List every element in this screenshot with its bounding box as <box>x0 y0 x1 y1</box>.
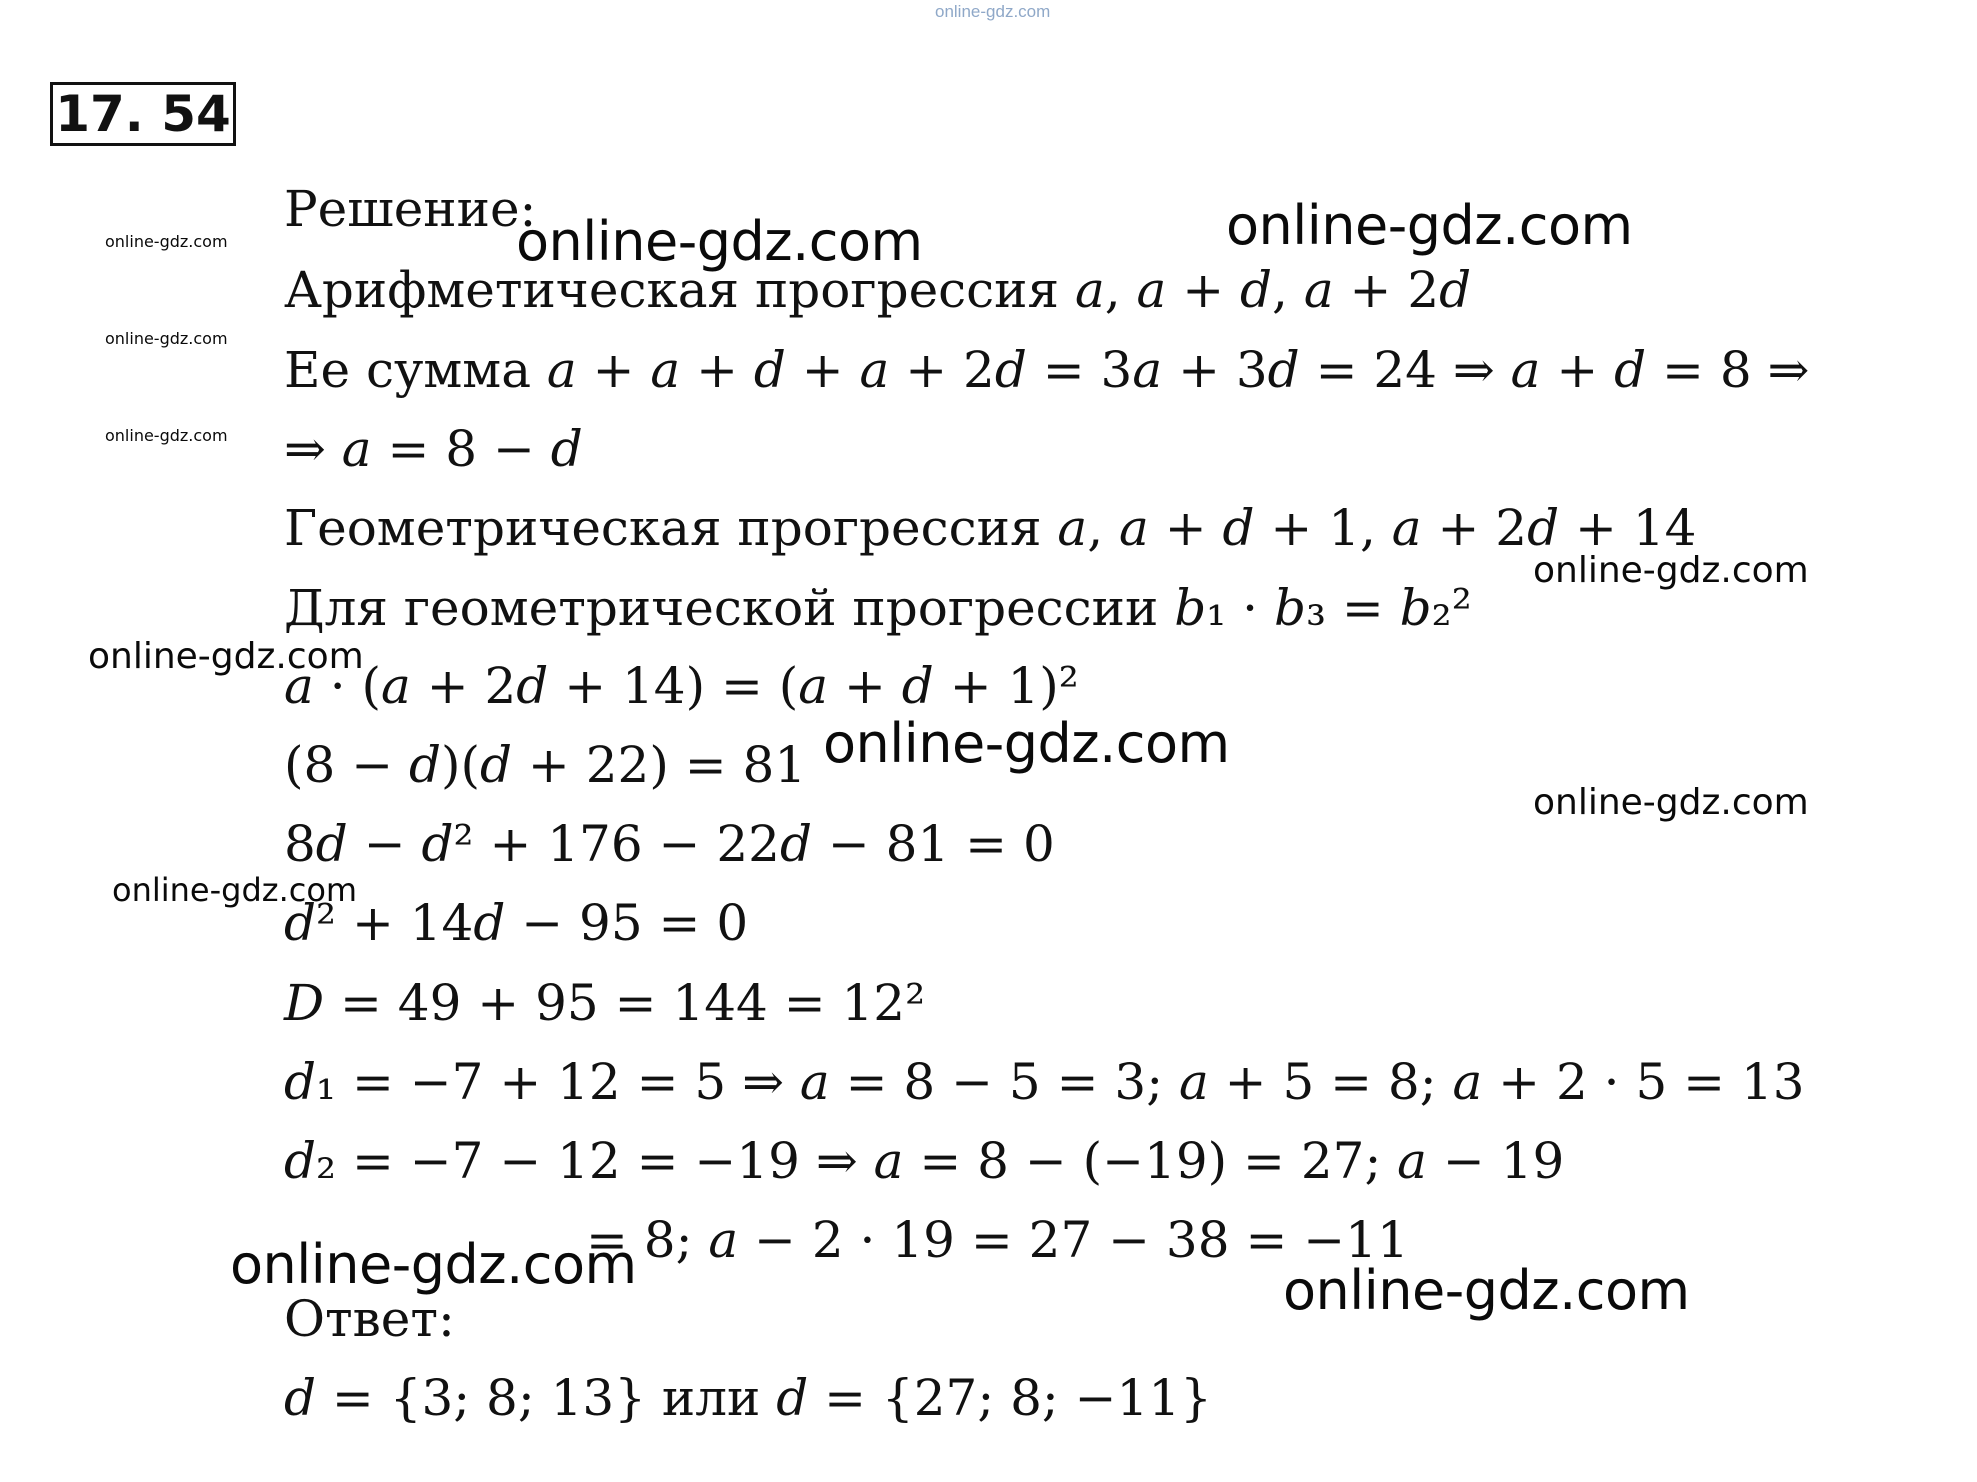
solution-line: 𝐷 = 49 + 95 = 144 = 12² <box>284 974 926 1032</box>
watermark: online-gdz.com <box>230 1233 637 1296</box>
solution-heading: Решение: <box>284 180 537 238</box>
watermark: online-gdz.com <box>105 232 228 251</box>
solution-line: 𝑑² + 14𝑑 − 95 = 0 <box>284 894 749 952</box>
watermark: online-gdz.com <box>88 636 364 677</box>
solution-line: ⇒ 𝑎 = 8 − 𝑑 <box>284 420 583 478</box>
answer-line: 𝑑 = {3; 8; 13} или 𝑑 = {27; 8; −11} <box>284 1369 1212 1427</box>
watermark: online-gdz.com <box>112 871 358 909</box>
header-watermark: online-gdz.com <box>935 2 1051 21</box>
problem-number-box: 17. 54 <box>50 82 236 146</box>
solution-line: Арифметическая прогрессия 𝑎, 𝑎 + 𝑑, 𝑎 + 2𝑑 <box>284 261 1472 319</box>
solution-line: 𝑎 · (𝑎 + 2𝑑 + 14) = (𝑎 + 𝑑 + 1)² <box>284 657 1079 715</box>
solution-line: 8𝑑 − 𝑑² + 176 − 22𝑑 − 81 = 0 <box>284 815 1055 873</box>
solution-line: Геометрическая прогрессия 𝑎, 𝑎 + 𝑑 + 1, 𝑎 + 2𝑑 + 14 <box>284 499 1697 557</box>
answer-heading: Ответ: <box>284 1290 455 1348</box>
watermark: online-gdz.com <box>105 426 228 445</box>
watermark: online-gdz.com <box>1533 550 1809 591</box>
solution-line: Ее сумма 𝑎 + 𝑎 + 𝑑 + 𝑎 + 2𝑑 = 3𝑎 + 3𝑑 = 24 ⇒ 𝑎 + 𝑑 = 8 ⇒ <box>284 341 1810 399</box>
solution-line: Для геометрической прогрессии 𝑏₁ · 𝑏₃ = 𝑏₂² <box>284 579 1472 637</box>
watermark: online-gdz.com <box>516 210 923 273</box>
watermark: online-gdz.com <box>1283 1259 1690 1322</box>
watermark: online-gdz.com <box>1226 194 1633 257</box>
solution-line: 𝑑₂ = −7 − 12 = −19 ⇒ 𝑎 = 8 − (−19) = 27; 𝑎 − 19 <box>284 1132 1565 1190</box>
solution-line: 𝑑₁ = −7 + 12 = 5 ⇒ 𝑎 = 8 − 5 = 3; 𝑎 + 5 = 8; 𝑎 + 2 · 5 = 13 <box>284 1053 1805 1111</box>
watermark: online-gdz.com <box>1533 782 1809 823</box>
watermark: online-gdz.com <box>105 329 228 348</box>
solution-line: = 8; 𝑎 − 2 · 19 = 27 − 38 = −11 <box>586 1211 1409 1269</box>
solution-line: (8 − 𝑑)(𝑑 + 22) = 81 <box>284 736 807 794</box>
watermark: online-gdz.com <box>823 712 1230 775</box>
